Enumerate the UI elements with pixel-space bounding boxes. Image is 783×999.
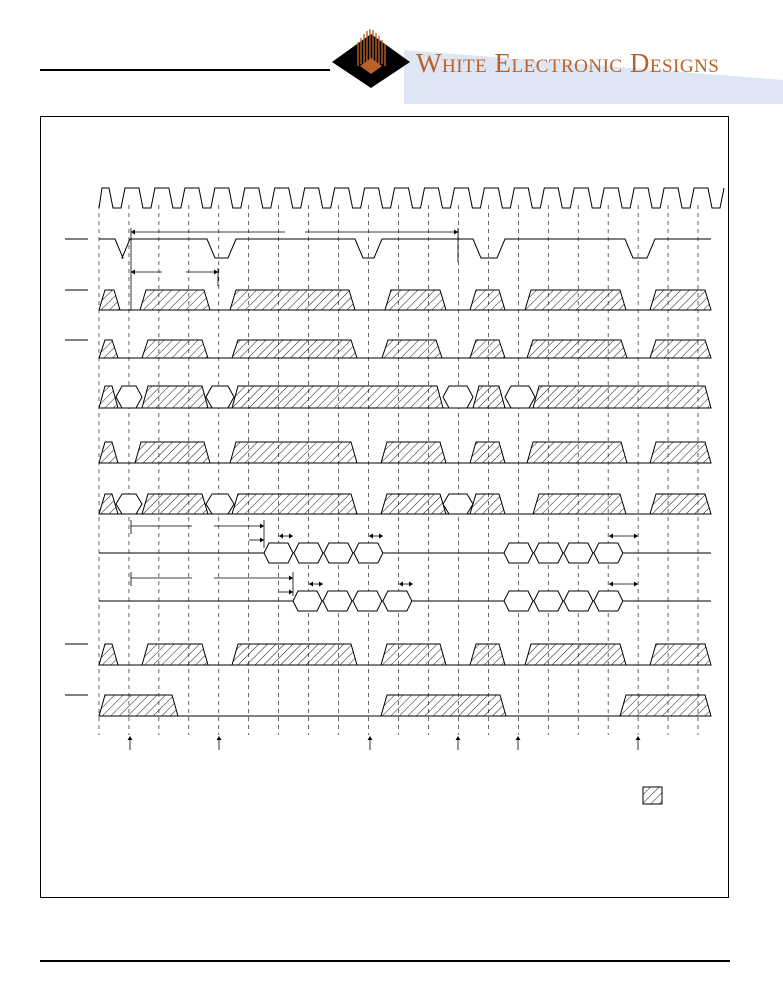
arrow-right	[260, 538, 264, 543]
dq-1-data-beat	[264, 543, 293, 563]
arrow-left	[609, 534, 613, 539]
dq-2-data-beat	[293, 591, 322, 611]
dq-2-data-beat	[564, 591, 593, 611]
signal-10-waveform	[65, 644, 711, 665]
signal-4-hatch	[382, 340, 442, 358]
signal-7-hatch	[650, 494, 711, 514]
signal-11-hatch	[381, 695, 506, 716]
signal-4-hatch	[99, 340, 118, 358]
signal-6-hatch	[527, 442, 627, 463]
footer-rule	[40, 960, 730, 962]
signal-3-hatch	[650, 290, 711, 310]
dq-2-data-beat	[534, 591, 563, 611]
command-marker-arrow	[516, 736, 521, 740]
signal-7-hatch	[381, 494, 446, 514]
command-marker-arrow	[128, 736, 133, 740]
signal-7-hatch	[533, 494, 626, 514]
signal-3-hatch	[230, 290, 355, 310]
dq-2-data-beat	[323, 591, 352, 611]
timing-diagram	[40, 116, 729, 898]
dq-1-data-beat	[294, 543, 323, 563]
signal-10-hatch	[470, 644, 505, 665]
signal-7-waveform	[99, 494, 711, 514]
signal-7-hatch	[232, 494, 357, 514]
signal-4-hatch	[470, 340, 505, 358]
signal-4-hatch	[142, 340, 208, 358]
signal-6-hatch	[381, 442, 446, 463]
signal-5-valid	[505, 386, 535, 408]
dq-1-data-beat	[564, 543, 593, 563]
dont-care-hatch-icon	[643, 787, 662, 804]
arrow-right	[214, 270, 218, 275]
dq-2-data-beat	[383, 591, 412, 611]
dq-1-data-beat	[504, 543, 533, 563]
arrow-right	[454, 230, 458, 235]
arrow-right	[319, 582, 323, 587]
signal-3-hatch	[140, 290, 210, 310]
dq-1-waveform	[99, 543, 711, 563]
signal-5-valid	[443, 386, 473, 408]
signal-5-hatch	[142, 386, 208, 408]
signal-7-valid	[443, 494, 473, 514]
signal-10-hatch	[99, 644, 118, 665]
clock-waveform	[99, 188, 724, 208]
arrow-left	[369, 534, 373, 539]
signal-11-hatch	[99, 695, 178, 716]
signal-5-hatch	[99, 386, 118, 408]
signal-7-hatch	[142, 494, 208, 514]
signal-5-hatch	[473, 386, 505, 408]
signal-6-hatch	[230, 442, 357, 463]
signal-3-hatch	[525, 290, 626, 310]
dq-1-data-beat	[324, 543, 353, 563]
signal-5-waveform	[99, 386, 711, 408]
signal-11-waveform	[65, 695, 711, 716]
signal-6-hatch	[470, 442, 505, 463]
arrow-left	[131, 230, 135, 235]
company-name: White Electronic Designs	[416, 48, 720, 78]
arrow-right	[634, 582, 638, 587]
arrow-left	[279, 534, 283, 539]
command-marker-arrow	[456, 736, 461, 740]
signal-7-hatch	[99, 494, 118, 514]
signal-3-hatch	[470, 290, 505, 310]
signal-5-valid	[206, 386, 234, 408]
arrow-right	[289, 534, 293, 539]
signal-3-hatch	[385, 290, 446, 310]
dq-2-data-beat	[504, 591, 533, 611]
arrow-left	[131, 270, 135, 275]
signal-10-hatch	[650, 644, 711, 665]
arrow-left	[609, 582, 613, 587]
signal-6-waveform	[99, 442, 711, 463]
dq-2-waveform	[99, 591, 711, 611]
signal-10-hatch	[232, 644, 357, 665]
signal-2-waveform	[99, 239, 711, 258]
arrow-right	[260, 524, 264, 529]
arrow-right	[289, 590, 293, 595]
signal-10-hatch	[381, 644, 446, 665]
dq-1-data-beat	[594, 543, 623, 563]
arrow-right	[379, 534, 383, 539]
arrow-right	[409, 582, 413, 587]
signal-7-valid	[116, 494, 142, 514]
signal-7-valid	[206, 494, 234, 514]
command-marker-arrow	[368, 736, 373, 740]
signal-4-hatch	[527, 340, 627, 358]
signal-5-hatch	[232, 386, 443, 408]
signal-6-hatch	[135, 442, 210, 463]
signal-7-hatch	[470, 494, 505, 514]
command-marker-arrow	[636, 736, 641, 740]
wed-diamond-logo-icon	[330, 28, 412, 92]
dq-2-data-beat	[353, 591, 382, 611]
header-rule	[40, 69, 330, 71]
signal-6-hatch	[99, 442, 118, 463]
signal-5-hatch	[533, 386, 711, 408]
arrow-right	[634, 534, 638, 539]
signal-3-waveform	[65, 290, 711, 310]
dq-1-data-beat	[354, 543, 383, 563]
signal-3-hatch	[99, 290, 120, 310]
arrow-right	[289, 576, 293, 581]
arrow-left	[399, 582, 403, 587]
command-marker-arrow	[217, 736, 222, 740]
dq-1-data-beat	[534, 543, 563, 563]
signal-10-hatch	[142, 644, 208, 665]
signal-6-hatch	[650, 442, 711, 463]
signal-4-hatch	[650, 340, 711, 358]
signal-10-hatch	[525, 644, 626, 665]
signal-4-waveform	[65, 340, 711, 358]
signal-11-hatch	[620, 695, 711, 716]
signal-4-hatch	[232, 340, 357, 358]
arrow-left	[309, 582, 313, 587]
signal-5-valid	[116, 386, 142, 408]
dq-2-data-beat	[594, 591, 623, 611]
